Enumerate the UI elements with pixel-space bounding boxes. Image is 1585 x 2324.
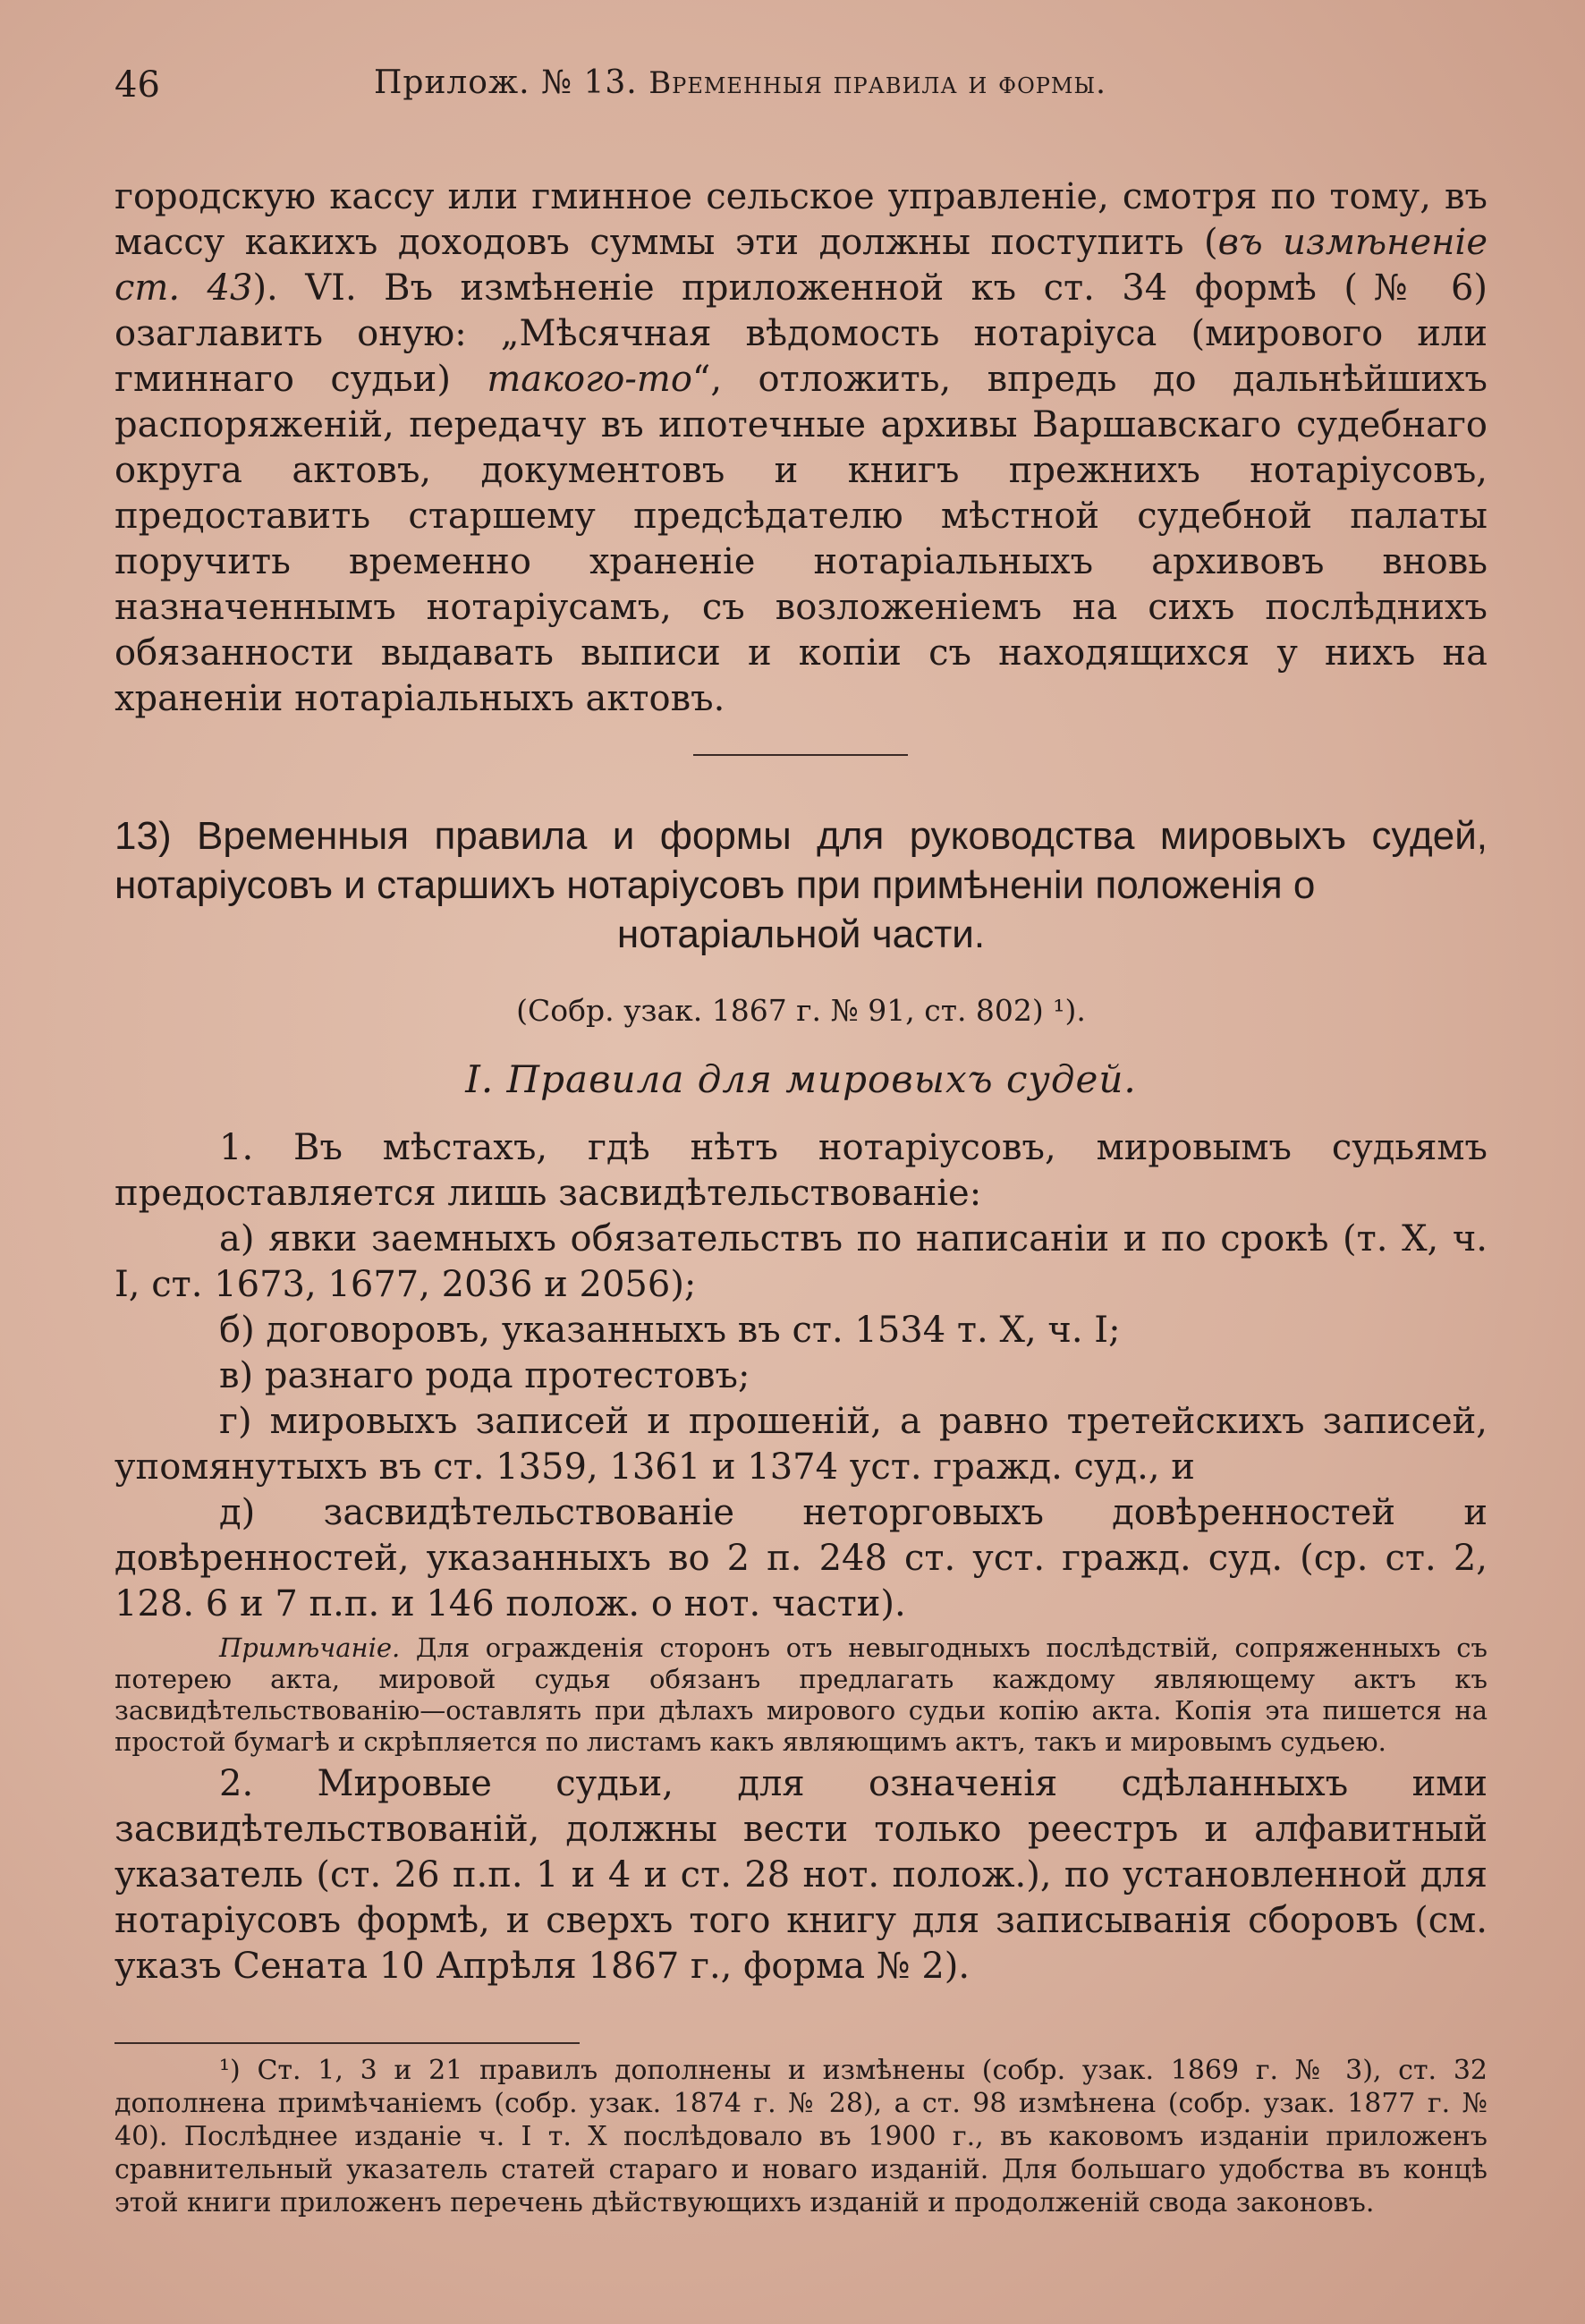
rule-item-1b: б) договоровъ, указанныхъ въ ст. 1534 т. X, ч. I;	[219, 1310, 1121, 1351]
rules-block	[114, 1125, 1488, 1989]
rule-item-1c: в) разнаго рода протестовъ;	[219, 1355, 750, 1396]
continued-text-italic2: такого-то	[487, 359, 692, 400]
rule-item-1a: а) явки заемныхъ обязательствъ по написаніи и по срокѣ (т. X, ч. I, ст. 1673, 1677, 2036 и 2056);	[114, 1218, 1488, 1305]
continued-paragraph-block	[114, 174, 1488, 722]
page-number: 46	[114, 64, 160, 106]
running-title	[374, 64, 1106, 101]
note-text: Для огражденія сторонъ отъ невыгодныхъ послѣдствій, сопряженныхъ съ потерею акта, мировой судья обязанъ предлагать каждому являющему актъ къ засвидѣтельствованію—оставлять при дѣлахъ мирового судьи копію акта. Копія эта пишется на простой бумагѣ и скрѣпляется по листамъ какъ являющимъ актъ, такъ и мировымъ судьею.	[114, 1633, 1488, 1757]
section-heading	[114, 811, 1488, 959]
subheading: I. Правила для мировыхъ судей.	[465, 1057, 1137, 1101]
continued-text-part3: “, отложить, впредь до дальнѣйшихъ распоряженій, передачу въ ипотечные архивы Варшавскаго судебнаго округа актовъ, документовъ и книгъ прежнихъ нотаріусовъ, предоставить старшему предсѣдателю мѣстной судебной палаты поручить временно храненіе нотаріальныхъ архивовъ вновь назначеннымъ нотаріусамъ, съ возложеніемъ на сихъ послѣднихъ обязанности выдавать выписи и копіи съ находящихся у нихъ на храненіи нотаріальныхъ актовъ.	[114, 359, 1488, 719]
continued-paragraph	[114, 174, 1488, 722]
section-heading-last-line: нотаріальной части.	[616, 912, 986, 956]
page-header	[114, 64, 1487, 118]
section-divider	[693, 754, 908, 756]
rule-item-1e: д) засвидѣтельствованіе неторговыхъ довѣренностей и довѣренностей, указанныхъ во 2 п. 248 ст. уст. гражд. суд. (ср. ст. 2, 128. 6 и 7 п.п. и 146 полож. о нот. части).	[114, 1492, 1488, 1624]
continued-text-part2: ). VI. Въ измѣненіе приложенной къ ст. 34 формѣ (№ 6) озаглавить оную: „Мѣсячная вѣдомость нотаріуса (мирового или гминнаго судьи)	[114, 267, 1488, 400]
continued-text-italic1: въ измѣненіе ст. 43	[114, 222, 1488, 309]
rule-item-1: 1. Въ мѣстахъ, гдѣ нѣтъ нотаріусовъ, мировымъ судьямъ предоставляется лишь засвидѣтельствованіе:	[114, 1127, 1488, 1214]
footnote: ¹) Ст. 1, 3 и 21 правилъ дополнены и измѣнены (собр. узак. 1869 г. № 3), ст. 32 дополнена примѣчаніемъ (собр. узак. 1874 г. № 28), а ст. 98 измѣнена (собр. узак. 1877 г. № 40). Послѣднее изданіе ч. I т. X послѣдовало въ 1900 г., въ каковомъ изданіи приложенъ сравнительный указатель статей стараго и новаго изданій. Для большаго удобства въ концѣ этой книги приложенъ перечень дѣйствующихъ изданій и продолженій свода законовъ.	[114, 2055, 1488, 2218]
footnote-rule	[114, 2042, 580, 2044]
source-reference: (Собр. узак. 1867 г. № 91, ст. 802) ¹).	[516, 993, 1086, 1028]
rule-item-2: 2. Мировые судьи, для означенія сдѣланныхъ ими засвидѣтельствованій, должны вести только реестръ и алфавитный указатель (ст. 26 п.п. 1 и 4 и ст. 28 нот. полож.), по установленной для нотаріусовъ формѣ, и сверхъ того книгу для записыванія сборовъ (см. указъ Сената 10 Апрѣля 1867 г., форма № 2).	[114, 1763, 1488, 1987]
running-title-caps: Временныя правила и формы.	[648, 65, 1106, 101]
rule-item-1d: г) мировыхъ записей и прошеній, а равно третейскихъ записей, упомянутыхъ въ ст. 1359, 1361 и 1374 уст. гражд. суд., и	[114, 1401, 1488, 1488]
note-lead: Примѣчаніе.	[219, 1633, 401, 1663]
section-heading-main: 13) Временныя правила и формы для руководства мировыхъ судей, нотаріусовъ и старшихъ нотаріусовъ при примѣненіи положенія о	[114, 814, 1488, 907]
running-title-prefix: Прилож. № 13.	[374, 64, 649, 101]
continued-text-part1: городскую кассу или гминное сельское управленіе, смотря по тому, въ массу какихъ доходовъ суммы эти должны поступить (	[114, 176, 1488, 263]
note-paragraph	[114, 1633, 1488, 1758]
